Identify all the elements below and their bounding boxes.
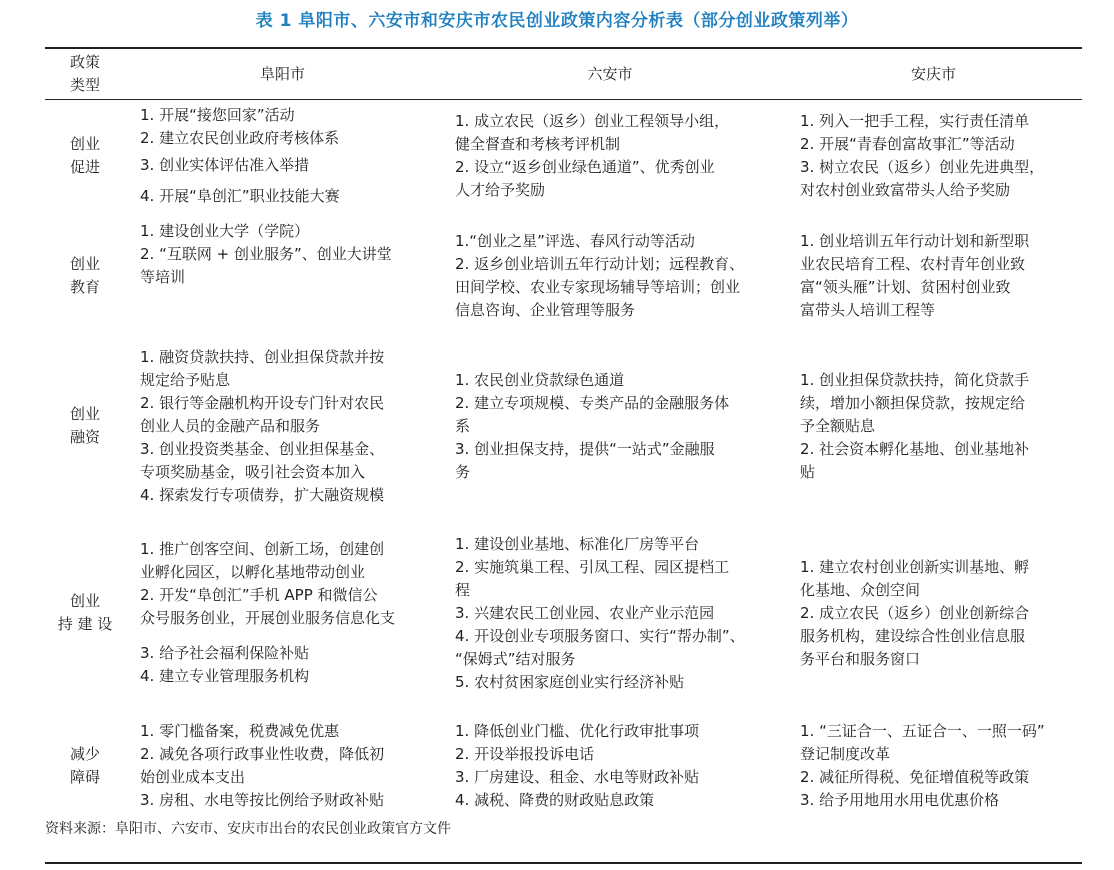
cell-line: 3. 给予用地用水用电优惠价格	[800, 791, 1000, 809]
cell-line: 3. 创业实体评估准入举措	[140, 156, 310, 174]
header-policy-type-line1: 政策	[69, 53, 100, 71]
cell-line: 2. 设立“返乡创业绿色通道”、优秀创业	[455, 158, 715, 176]
row-category-line1: 创业	[69, 255, 100, 273]
cell-line: 1. 建立农村创业创新实训基地、孵	[800, 557, 1030, 576]
cell-line: 专项奖励基金，吸引社会资本加入	[140, 462, 366, 481]
row-category	[45, 103, 125, 209]
header-anqing: 安庆市	[910, 64, 956, 83]
cell-line: 1. 列入一把手工程，实行责任清单	[800, 112, 1030, 130]
cell-line: 业孵化园区，以孵化基地带动创业	[140, 563, 366, 581]
cell-line: 业农民培育工程、农村青年创业致	[800, 255, 1026, 273]
cell-line: 规定给予贴息	[140, 370, 231, 389]
table-title: 表 1 阜阳市、六安市和安庆市农民创业政策内容分析表（部分创业政策列举）	[255, 11, 859, 31]
cell-line: 1. 零门槛备案，税费减免优惠	[140, 722, 340, 740]
cell-line: 2. 减征所得税、免征增值税等政策	[800, 768, 1030, 786]
cell-line: 创业人员的金融产品和服务	[140, 416, 321, 435]
cell-fuyang	[140, 718, 438, 814]
cell-line: 3. 创业担保支持，提供“一站式”金融服	[455, 439, 715, 458]
cell-line: 服务机构，建设综合性创业信息服	[800, 626, 1026, 645]
cell-anqing	[800, 103, 1082, 209]
cell-line: 富带头人培训工程等	[800, 301, 936, 319]
data-source-note: 资料来源：阜阳市、六安市、安庆市出台的农民创业政策官方文件	[45, 821, 451, 837]
cell-fuyang	[140, 103, 438, 209]
cell-line: 1. 建设创业基地、标准化厂房等平台	[455, 534, 700, 553]
cell-line: 1. 融资贷款扶持、创业担保贷款并按	[140, 347, 385, 366]
cell-line: 4. 开设创业专项服务窗口、实行“帮办制”、	[455, 626, 745, 645]
table-row	[0, 220, 1114, 332]
cell-line: 1. 降低创业门槛、优化行政审批事项	[455, 722, 700, 740]
cell-line: 贴	[800, 462, 816, 481]
cell-line: 2. 建立农民创业政府考核体系	[140, 129, 340, 147]
cell-line: 3. 树立农民（返乡）创业先进典型，	[800, 158, 1045, 176]
cell-anqing	[800, 342, 1082, 510]
row-category	[45, 342, 125, 510]
cell-line: 人才给予奖励	[455, 181, 546, 199]
cell-line: 始创业成本支出	[140, 768, 246, 786]
table-row	[0, 718, 1114, 814]
cell-line: 系	[455, 416, 471, 435]
cell-line: 2. 实施筑巢工程、引凤工程、园区提档工	[455, 557, 730, 576]
cell-line: 对农村创业致富带头人给予奖励	[800, 181, 1011, 199]
cell-line: 田间学校、农业专家现场辅导等培训；创业	[455, 278, 741, 296]
cell-line: 务	[455, 462, 471, 481]
cell-line: “保姆式”结对服务	[455, 649, 576, 668]
cell-line: 1. 创业担保贷款扶持，简化贷款手	[800, 370, 1030, 389]
cell-line: 2. 成立农民（返乡）创业创新综合	[800, 603, 1030, 622]
cell-luan	[455, 342, 785, 510]
cell-line: 务平台和服务窗口	[800, 649, 921, 668]
header-fuyang: 阜阳市	[259, 64, 305, 83]
cell-line: 等培训	[140, 268, 186, 286]
cell-line: 2. “互联网 + 创业服务”、创业大讲堂	[140, 245, 392, 263]
cell-line: 3. 给予社会福利保险补贴	[140, 644, 310, 662]
cell-line: 5. 农村贫困家庭创业实行经济补贴	[455, 672, 685, 691]
header-policy-type-line2: 类型	[69, 76, 100, 94]
table-row	[0, 103, 1114, 209]
cell-line: 4. 开展“阜创汇”职业技能大赛	[140, 187, 340, 205]
cell-line: 2. 开设举报投诉电话	[455, 745, 595, 763]
cell-line: 1. 建设创业大学（学院）	[140, 222, 310, 240]
cell-line: 4. 建立专业管理服务机构	[140, 667, 310, 685]
cell-line: 2. 开展“青春创富故事汇”等活动	[800, 135, 1015, 153]
cell-line: 2. 返乡创业培训五年行动计划；远程教育、	[455, 255, 745, 273]
row-category-line2: 障碍	[69, 768, 100, 786]
cell-line: 健全督查和考核考评机制	[455, 135, 621, 153]
header-policy-type	[45, 50, 125, 98]
cell-anqing	[800, 718, 1082, 814]
row-category	[45, 220, 125, 332]
cell-line: 3. 房租、水电等按比例给予财政补贴	[140, 791, 385, 809]
cell-luan	[455, 528, 785, 698]
cell-line: 4. 减税、降费的财政贴息政策	[455, 791, 655, 809]
table-row	[0, 342, 1114, 510]
row-category-line1: 减少	[69, 745, 100, 763]
row-category-line1: 创业	[69, 592, 100, 610]
cell-line: 富“领头雁”计划、贫困村创业致	[800, 278, 1011, 296]
row-category-line2: 融资	[69, 428, 100, 446]
cell-luan	[455, 718, 785, 814]
cell-line: 1. “三证合一、五证合一、一照一码”	[800, 722, 1045, 740]
cell-luan	[455, 103, 785, 209]
cell-line: 2. 银行等金融机构开设专门针对农民	[140, 393, 385, 412]
cell-line: 3. 兴建农民工创业园、农业产业示范园	[455, 603, 715, 622]
header-luan: 六安市	[587, 64, 633, 83]
row-category-line1: 创业	[69, 405, 100, 423]
table-header-rule	[45, 99, 1082, 100]
row-category-line1: 创业	[69, 135, 100, 153]
row-category	[45, 528, 125, 698]
cell-line: 信息咨询、企业管理等服务	[455, 301, 636, 319]
cell-line: 续，增加小额担保贷款，按规定给	[800, 393, 1026, 412]
cell-line: 3. 创业投资类基金、创业担保基金、	[140, 439, 385, 458]
cell-anqing	[800, 220, 1082, 332]
cell-line: 1. 开展“接您回家”活动	[140, 106, 295, 124]
cell-line: 2. 社会资本孵化基地、创业基地补	[800, 439, 1030, 458]
cell-line: 程	[455, 580, 471, 599]
cell-line: 予全额贴息	[800, 416, 876, 435]
cell-fuyang	[140, 342, 438, 510]
cell-line: 1. 农民创业贷款绿色通道	[455, 370, 625, 389]
row-category-line2: 教育	[69, 278, 100, 296]
cell-line: 1. 推广创客空间、创新工场，创建创	[140, 540, 385, 558]
cell-line: 1. 成立农民（返乡）创业工程领导小组，	[455, 112, 730, 130]
cell-fuyang	[140, 528, 438, 698]
cell-line: 1.“创业之星”评选、春风行动等活动	[455, 232, 695, 250]
cell-fuyang	[140, 220, 438, 300]
table-row	[0, 528, 1114, 698]
cell-line: 众号服务创业，开展创业服务信息化支	[140, 609, 396, 627]
table-bottom-rule	[45, 862, 1082, 864]
cell-line: 2. 减免各项行政事业性收费，降低初	[140, 745, 385, 763]
cell-line: 3. 厂房建设、租金、水电等财政补贴	[455, 768, 700, 786]
cell-line: 登记制度改革	[800, 745, 891, 763]
row-category-line2: 持 建 设	[57, 615, 113, 633]
cell-line: 2. 建立专项规模、专类产品的金融服务体	[455, 393, 730, 412]
cell-line: 2. 开发“阜创汇”手机 APP 和微信公	[140, 586, 378, 604]
row-category-line2: 促进	[69, 158, 100, 176]
cell-anqing	[800, 528, 1082, 698]
cell-line: 4. 探索发行专项债券，扩大融资规模	[140, 485, 385, 504]
cell-line: 化基地、众创空间	[800, 580, 921, 599]
row-category	[45, 718, 125, 814]
cell-line: 1. 创业培训五年行动计划和新型职	[800, 232, 1030, 250]
table-top-rule	[45, 47, 1082, 49]
cell-luan	[455, 220, 785, 332]
